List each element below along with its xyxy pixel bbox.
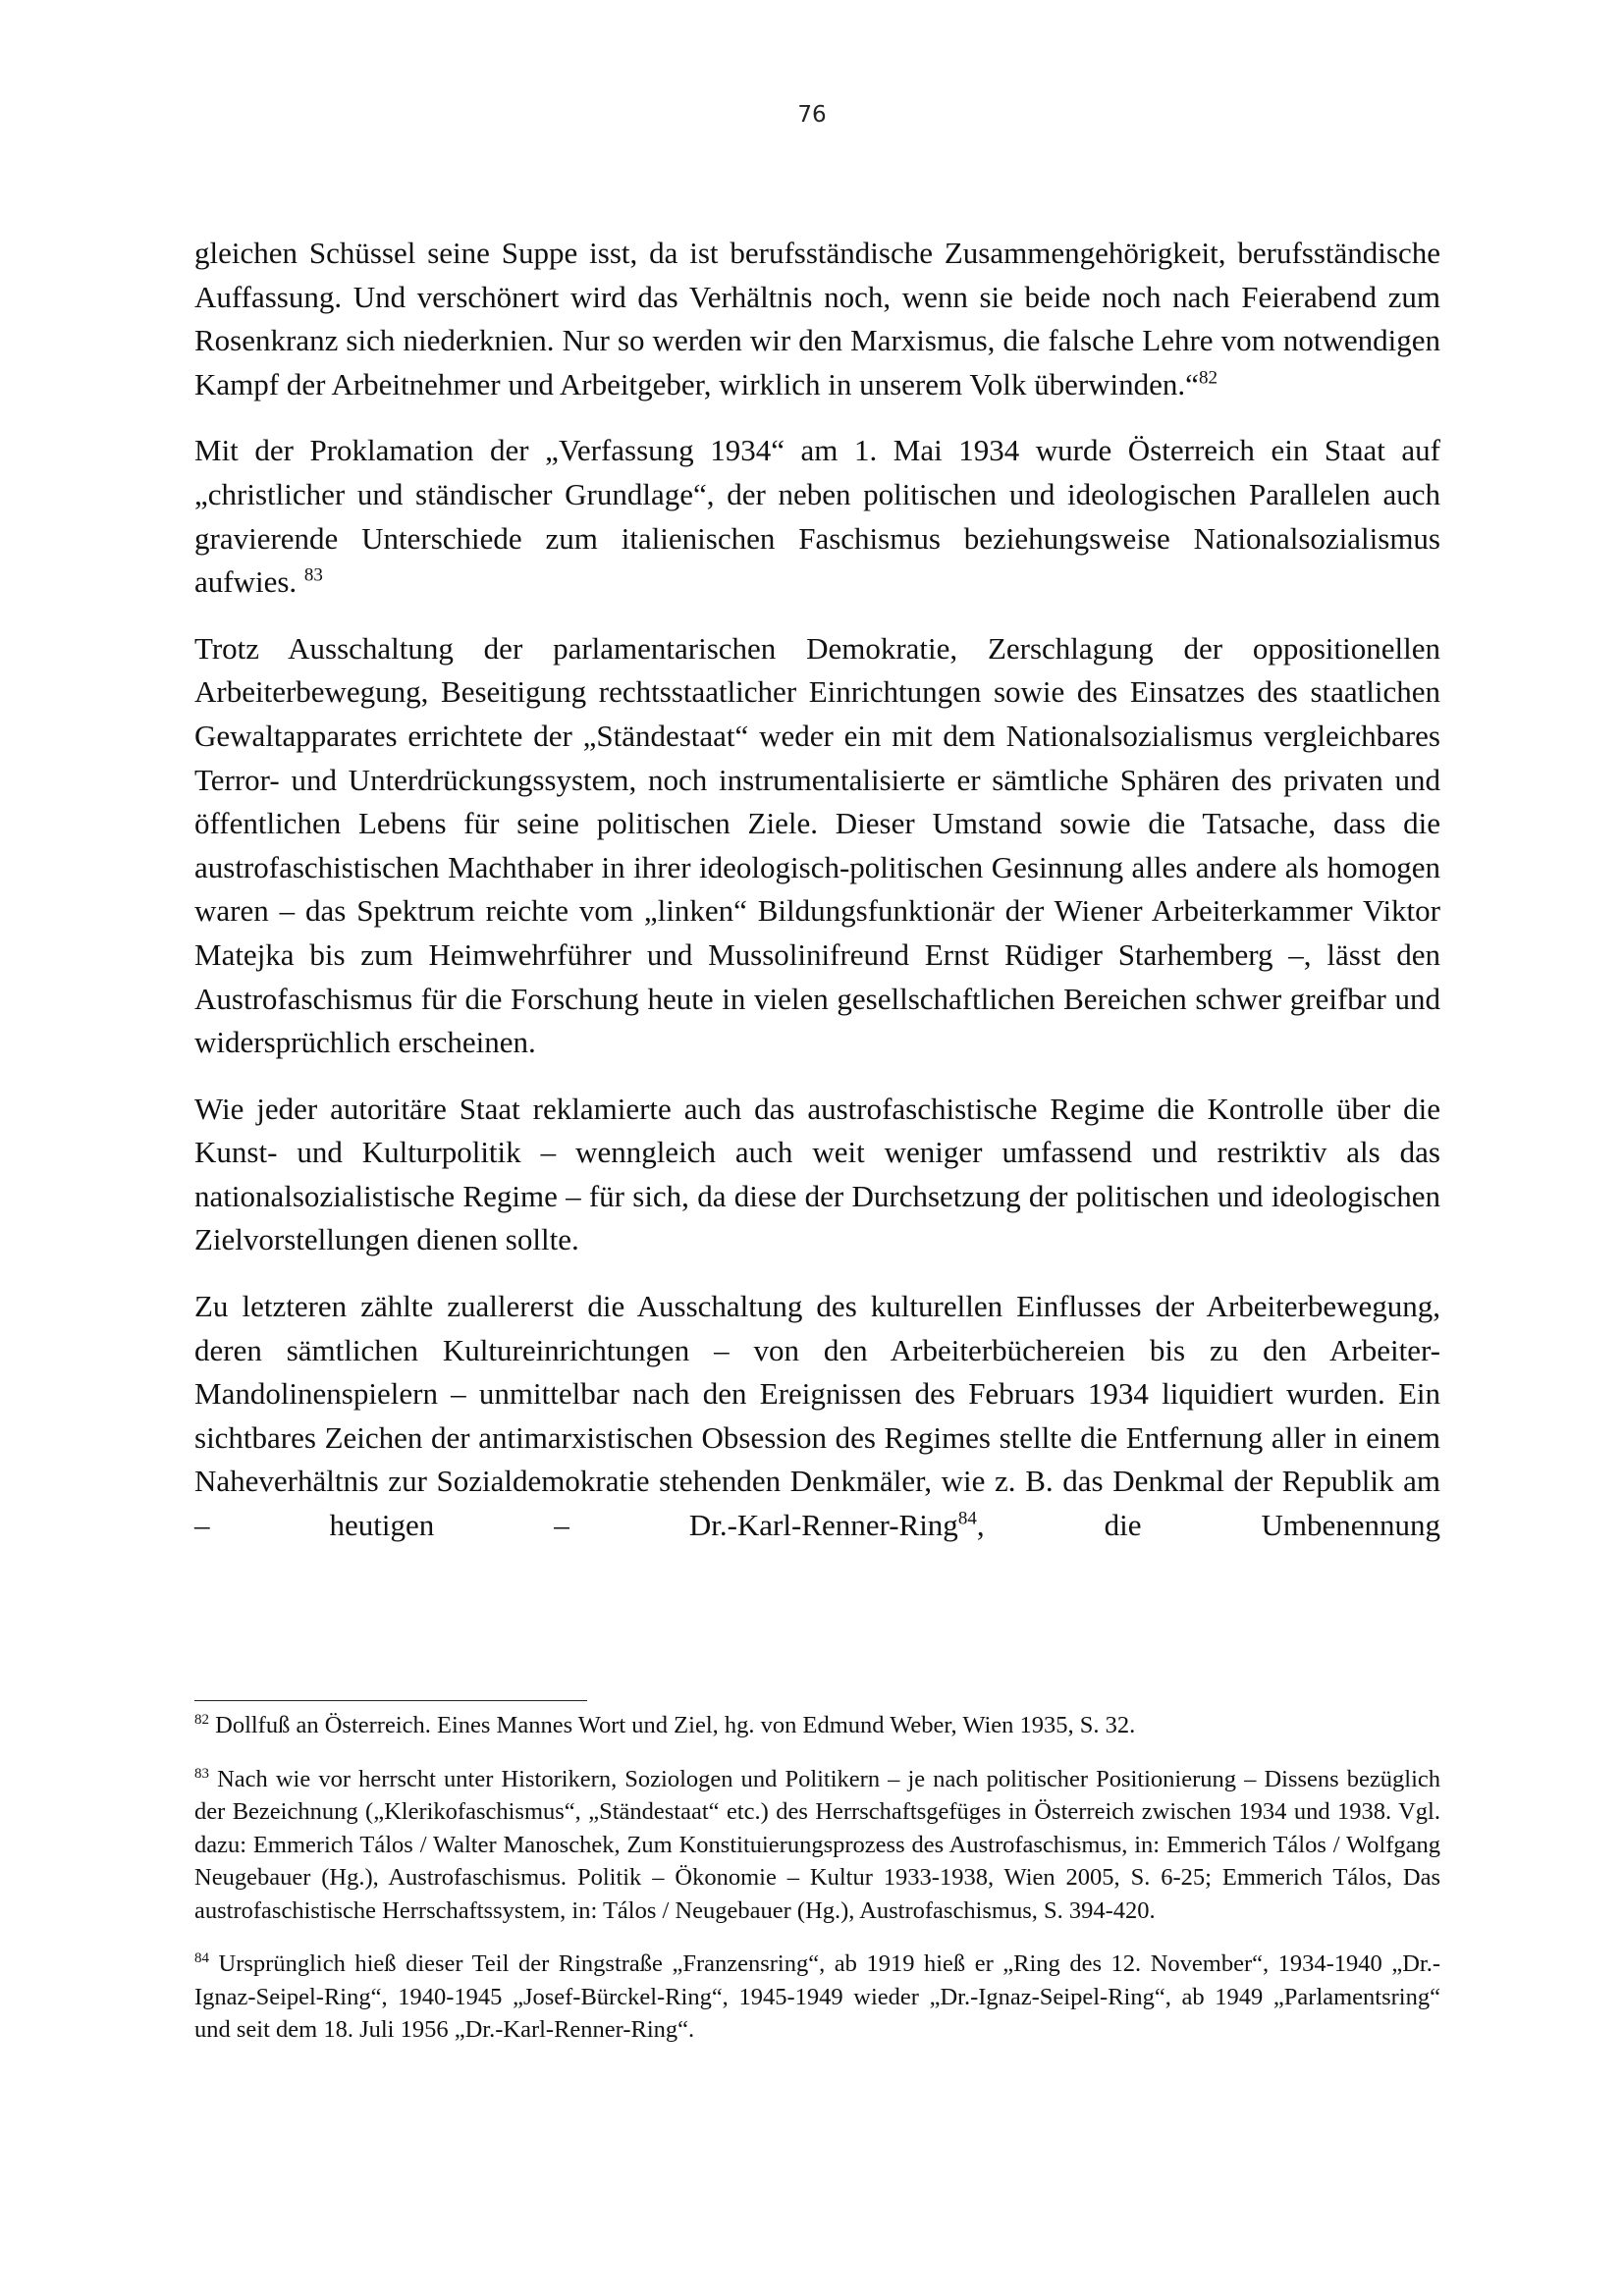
paragraph-text: Zu letzteren zählte zuallererst die Ausschaltung des kulturellen Einflusses der Arbeiterbewegung, deren sämtlichen Kultureinrichtungen – von den Arbeiterbüchereien bis zu den Arbeiter-Mandolinenspielern – unmittelbar nach den Ereignissen des Februars 1934 liquidiert wurden. Ein sichtbares Zeichen der antimarxistischen Obsession des Regimes stellte die Entfernung aller in einem Naheverhältnis zur Sozialdemokratie stehenden Denkmäler, wie z. B. das Denkmal der Republik am – heutigen – Dr.-Karl-Renner-Ring	[194, 1289, 1440, 1543]
paragraph-4	[194, 1088, 1440, 1262]
paragraph-1	[194, 232, 1440, 406]
paragraph-text: Trotz Ausschaltung der parlamentarischen Demokratie, Zerschlagung der oppositionellen Arbeiterbewegung, Beseitigung rechtsstaatlicher Einrichtungen sowie des Einsatzes des staatlichen Gewaltapparates errichtete der „Ständestaat“ weder ein mit dem Nationalsozialismus vergleichbares Terror- und Unterdrückungssystem, noch instrumentalisierte er sämtliche Sphären des privaten und öffentlichen Lebens für seine politischen Ziele. Dieser Umstand sowie die Tatsache, dass die austrofaschistischen Machthaber in ihrer ideologisch-politischen Gesinnung alles andere als homogen waren – das Spektrum reichte vom „linken“ Bildungsfunktionär der Wiener Arbeiterkammer Viktor Matejka bis zum Heimwehrführer und Mussolinifreund Ernst Rüdiger Starhemberg –, lässt den Austrofaschismus für die Forschung heute in vielen gesellschaftlichen Bereichen schwer greifbar und widersprüchlich erscheinen.	[194, 630, 1440, 1060]
footnote-number: 82	[194, 1711, 209, 1728]
footnote-ref-82[interactable]: 82	[1198, 367, 1218, 389]
footnote-ref-84[interactable]: 84	[957, 1508, 977, 1529]
footnote-text: Ursprünglich hieß dieser Teil der Ringstraße „Franzensring“, ab 1919 hieß er „Ring des 12. November“, 1934-1940 „Dr.-Ignaz-Seipel-Ring“, 1940-1945 „Josef-Bürckel-Ring“, 1945-1949 wieder „Dr.-Ignaz-Seipel-Ring“, ab 1949 „Parlamentsring“ und seit dem 18. Juli 1956 „Dr.-Karl-Renner-Ring“.	[194, 1950, 1440, 2043]
body-text	[194, 232, 1440, 1548]
paragraph-2	[194, 429, 1440, 604]
paragraph-3	[194, 627, 1440, 1065]
footnote-text: Nach wie vor herrscht unter Historikern, Soziologen und Politikern – je nach politischer Positionierung – Dissens bezüglich der Bezeichnung („Klerikofaschismus“, „Ständestaat“ etc.) des Herrschaftsgefüges in Österreich zwischen 1934 und 1938. Vgl. dazu: Emmerich Tálos / Walter Manoschek, Zum Konstituierungsprozess des Austrofaschismus, in: Emmerich Tálos / Wolfgang Neugebauer (Hg.), Austrofaschismus. Politik – Ökonomie – Kultur 1933-1938, Wien 2005, S. 6-25; Emmerich Tálos, Das austrofaschistische Herrschaftssystem, in: Tálos / Neugebauer (Hg.), Austrofaschismus, S. 394-420.	[194, 1765, 1440, 1924]
paragraph-text: Wie jeder autoritäre Staat reklamierte auch das austrofaschistische Regime die Kontrolle über die Kunst- und Kulturpolitik – wenngleich auch weit weniger umfassend und restriktiv als das nationalsozialistische Regime – für sich, da diese der Durchsetzung der politischen und ideologischen Zielvorstellungen dienen sollte.	[194, 1091, 1440, 1257]
footnotes	[194, 1709, 1440, 2067]
paragraph-text: Mit der Proklamation der „Verfassung 1934“ am 1. Mai 1934 wurde Österreich ein Staat auf „christlicher und ständischer Grundlage“, der neben politischen und ideologischen Parallelen auch gravierende Unterschiede zum italienischen Faschismus beziehungsweise Nationalsozialismus aufwies.	[194, 433, 1440, 600]
footnote-84	[194, 1948, 1440, 2047]
footnote-text: Dollfuß an Österreich. Eines Mannes Wort und Ziel, hg. von Edmund Weber, Wien 1935, S. 32.	[209, 1712, 1136, 1738]
footnote-number: 84	[194, 1949, 209, 1966]
paragraph-5	[194, 1285, 1440, 1548]
footnote-separator	[194, 1700, 587, 1701]
footnote-82	[194, 1709, 1440, 1742]
footnote-ref-83[interactable]: 83	[303, 564, 323, 586]
page-number: 76	[797, 102, 827, 128]
paragraph-text-continued: , die Umbenennung	[976, 1508, 1441, 1543]
footnote-83	[194, 1763, 1440, 1928]
paragraph-text: gleichen Schüssel seine Suppe isst, da ist berufsständische Zusammengehörigkeit, berufsständische Auffassung. Und verschönert wird das Verhältnis noch, wenn sie beide noch nach Feierabend zum Rosenkranz sich niederknien. Nur so werden wir den Marxismus, die falsche Lehre vom notwendigen Kampf der Arbeitnehmer und Arbeitgeber, wirklich in unserem Volk überwinden.“	[194, 236, 1440, 401]
footnote-number: 83	[194, 1765, 209, 1782]
